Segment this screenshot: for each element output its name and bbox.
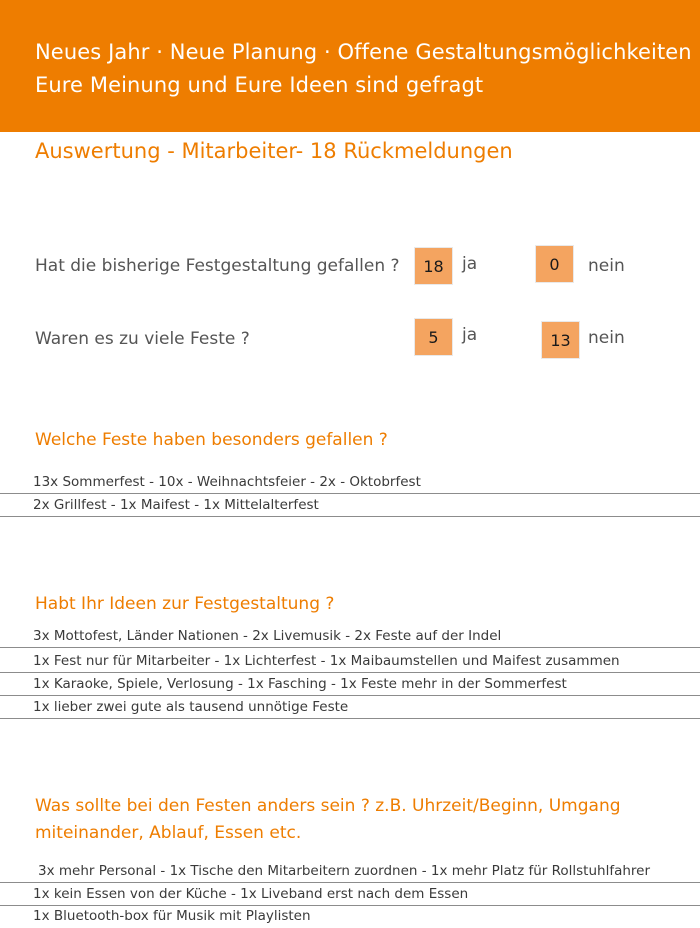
list-item: 2x Grillfest - 1x Maifest - 1x Mittelalterfest [0,494,700,517]
list-item: 1x Fest nur für Mitarbeiter - 1x Lichterfest - 1x Maibaumstellen und Maifest zusammen [0,650,700,673]
list-item: 1x kein Essen von der Küche - 1x Liveband erst nach dem Essen [0,883,700,906]
question-1-no-label: nein [588,256,625,276]
section-1-title: Welche Feste haben besonders gefallen ? [35,430,388,450]
question-1-no-count: 0 [535,245,574,283]
section-3-title-line-1: Was sollte bei den Festen anders sein ? z.B. Uhrzeit/Beginn, Umgang [35,796,621,816]
list-item: 1x Bluetooth-box für Musik mit Playlisten [33,908,311,924]
list-item: 1x lieber zwei gute als tausend unnötige Feste [0,696,700,719]
section-2-title: Habt Ihr Ideen zur Festgestaltung ? [35,594,335,614]
question-2-yes-label: ja [462,325,478,345]
question-2-no-count: 13 [541,321,580,359]
question-1-yes-label: ja [462,254,478,274]
header-title-line-1: Neues Jahr · Neue Planung · Offene Gestaltungsmöglichkeiten [35,40,692,64]
question-1-text: Hat die bisherige Festgestaltung gefallen ? [35,256,400,276]
question-2-no-label: nein [588,328,625,348]
list-item: 13x Sommerfest - 10x - Weihnachtsfeier - 2x - Oktobrfest [0,471,700,494]
question-2-yes-count: 5 [414,318,453,356]
list-item: 1x Karaoke, Spiele, Verlosung - 1x Fasching - 1x Feste mehr in der Sommerfest [0,673,700,696]
list-item: 3x Mottofest, Länder Nationen - 2x Livemusik - 2x Feste auf der Indel [0,625,700,648]
question-1-yes-count: 18 [414,247,453,285]
list-item: 3x mehr Personal - 1x Tische den Mitarbeitern zuordnen - 1x mehr Platz für Rollstuhlfahrer [0,860,700,883]
evaluation-subtitle: Auswertung - Mitarbeiter- 18 Rückmeldungen [35,139,513,163]
section-3-title-line-2: miteinander, Ablauf, Essen etc. [35,823,302,843]
question-2-text: Waren es zu viele Feste ? [35,329,250,349]
header-title-line-2: Eure Meinung und Eure Ideen sind gefragt [35,73,484,97]
header-banner [0,0,700,132]
